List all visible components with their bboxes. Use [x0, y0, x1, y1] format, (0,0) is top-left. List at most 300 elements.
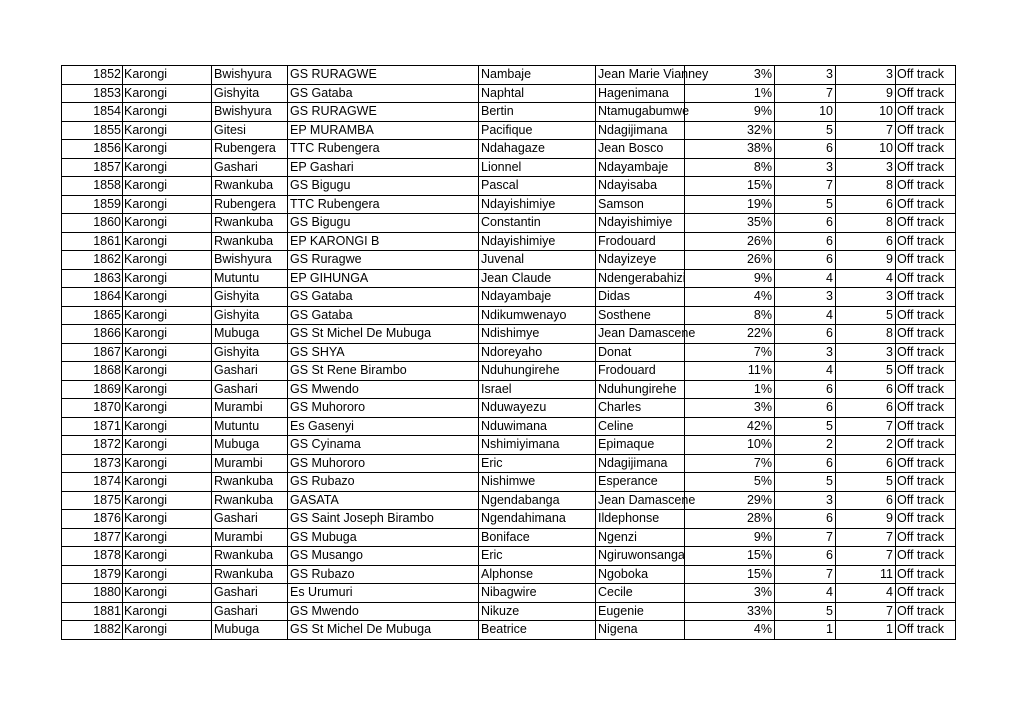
surname-cell: Ndishimye	[479, 325, 596, 344]
status-cell: Off track	[896, 380, 956, 399]
table-row	[62, 417, 956, 436]
sector-cell: Rwankuba	[212, 177, 288, 196]
sector-cell: Gashari	[212, 510, 288, 529]
percent-cell: 33%	[685, 602, 775, 621]
sector-cell: Gishyita	[212, 306, 288, 325]
district-cell: Karongi	[123, 288, 212, 307]
district-cell: Karongi	[123, 325, 212, 344]
sector-cell: Gishyita	[212, 84, 288, 103]
status-cell: Off track	[896, 66, 956, 85]
first-name-cell: Epimaque	[596, 436, 685, 455]
surname-cell: Nikuze	[479, 602, 596, 621]
table-row	[62, 436, 956, 455]
district-cell: Karongi	[123, 232, 212, 251]
value-b-cell: 8	[836, 177, 896, 196]
row-id-cell: 1878	[62, 547, 123, 566]
table-row	[62, 528, 956, 547]
first-name-cell: Ndagijimana	[596, 454, 685, 473]
table-body	[62, 66, 956, 640]
value-a-cell: 6	[775, 399, 836, 418]
surname-cell: Ngendahimana	[479, 510, 596, 529]
first-name-cell: Ndayishimiye	[596, 214, 685, 233]
value-b-cell: 4	[836, 584, 896, 603]
row-id-cell: 1869	[62, 380, 123, 399]
sector-cell: Rwankuba	[212, 473, 288, 492]
school-cell: EP Gashari	[288, 158, 479, 177]
value-b-cell: 7	[836, 528, 896, 547]
status-cell: Off track	[896, 214, 956, 233]
value-b-cell: 3	[836, 343, 896, 362]
row-id-cell: 1872	[62, 436, 123, 455]
value-a-cell: 5	[775, 473, 836, 492]
row-id-cell: 1855	[62, 121, 123, 140]
status-cell: Off track	[896, 491, 956, 510]
row-id-cell: 1864	[62, 288, 123, 307]
district-cell: Karongi	[123, 140, 212, 159]
status-cell: Off track	[896, 140, 956, 159]
status-cell: Off track	[896, 454, 956, 473]
surname-cell: Ndayishimiye	[479, 195, 596, 214]
district-cell: Karongi	[123, 121, 212, 140]
table-row	[62, 195, 956, 214]
first-name-cell: Jean Bosco	[596, 140, 685, 159]
table-row	[62, 473, 956, 492]
surname-cell: Beatrice	[479, 621, 596, 640]
percent-cell: 10%	[685, 436, 775, 455]
school-cell: Es Urumuri	[288, 584, 479, 603]
first-name-cell: Cecile	[596, 584, 685, 603]
value-a-cell: 3	[775, 66, 836, 85]
surname-cell: Ndayishimiye	[479, 232, 596, 251]
school-cell: GS Musango	[288, 547, 479, 566]
surname-cell: Ndayambaje	[479, 288, 596, 307]
sector-cell: Bwishyura	[212, 66, 288, 85]
district-cell: Karongi	[123, 436, 212, 455]
percent-cell: 28%	[685, 510, 775, 529]
value-b-cell: 10	[836, 140, 896, 159]
sector-cell: Rwankuba	[212, 565, 288, 584]
surname-cell: Ndikumwenayo	[479, 306, 596, 325]
sector-cell: Gashari	[212, 380, 288, 399]
table-row	[62, 214, 956, 233]
surname-cell: Juvenal	[479, 251, 596, 270]
percent-cell: 3%	[685, 584, 775, 603]
percent-cell: 3%	[685, 66, 775, 85]
value-b-cell: 3	[836, 288, 896, 307]
first-name-cell: Ntamugabumwe	[596, 103, 685, 122]
percent-cell: 5%	[685, 473, 775, 492]
percent-cell: 4%	[685, 621, 775, 640]
surname-cell: Nshimiyimana	[479, 436, 596, 455]
district-cell: Karongi	[123, 510, 212, 529]
surname-cell: Nibagwire	[479, 584, 596, 603]
school-cell: GS Rubazo	[288, 565, 479, 584]
status-cell: Off track	[896, 510, 956, 529]
school-cell: EP KARONGI B	[288, 232, 479, 251]
value-b-cell: 9	[836, 84, 896, 103]
row-id-cell: 1876	[62, 510, 123, 529]
school-cell: GS Mubuga	[288, 528, 479, 547]
value-a-cell: 5	[775, 602, 836, 621]
row-id-cell: 1880	[62, 584, 123, 603]
first-name-cell: Ndayisaba	[596, 177, 685, 196]
first-name-cell: Ndagijimana	[596, 121, 685, 140]
table-row	[62, 343, 956, 362]
surname-cell: Nishimwe	[479, 473, 596, 492]
value-b-cell: 7	[836, 417, 896, 436]
row-id-cell: 1860	[62, 214, 123, 233]
sector-cell: Gashari	[212, 584, 288, 603]
table-row	[62, 269, 956, 288]
district-cell: Karongi	[123, 84, 212, 103]
value-a-cell: 3	[775, 288, 836, 307]
value-a-cell: 6	[775, 251, 836, 270]
school-cell: GS Bigugu	[288, 177, 479, 196]
row-id-cell: 1856	[62, 140, 123, 159]
table-row	[62, 380, 956, 399]
percent-cell: 1%	[685, 84, 775, 103]
value-b-cell: 5	[836, 473, 896, 492]
status-cell: Off track	[896, 528, 956, 547]
percent-cell: 15%	[685, 565, 775, 584]
school-cell: GS Gataba	[288, 288, 479, 307]
value-a-cell: 6	[775, 380, 836, 399]
table-row	[62, 177, 956, 196]
school-cell: GS RURAGWE	[288, 103, 479, 122]
value-b-cell: 11	[836, 565, 896, 584]
percent-cell: 32%	[685, 121, 775, 140]
first-name-cell: Didas	[596, 288, 685, 307]
district-cell: Karongi	[123, 584, 212, 603]
first-name-cell: Hagenimana	[596, 84, 685, 103]
surname-cell: Eric	[479, 547, 596, 566]
first-name-cell: Frodouard	[596, 362, 685, 381]
district-cell: Karongi	[123, 343, 212, 362]
surname-cell: Boniface	[479, 528, 596, 547]
sector-cell: Rwankuba	[212, 214, 288, 233]
table-row	[62, 103, 956, 122]
status-cell: Off track	[896, 306, 956, 325]
sector-cell: Murambi	[212, 528, 288, 547]
percent-cell: 9%	[685, 528, 775, 547]
percent-cell: 15%	[685, 177, 775, 196]
first-name-cell: Eugenie	[596, 602, 685, 621]
surname-cell: Lionnel	[479, 158, 596, 177]
status-cell: Off track	[896, 343, 956, 362]
row-id-cell: 1882	[62, 621, 123, 640]
sector-cell: Rubengera	[212, 195, 288, 214]
district-cell: Karongi	[123, 269, 212, 288]
value-a-cell: 3	[775, 491, 836, 510]
percent-cell: 29%	[685, 491, 775, 510]
status-cell: Off track	[896, 288, 956, 307]
table-row	[62, 565, 956, 584]
row-id-cell: 1852	[62, 66, 123, 85]
value-a-cell: 6	[775, 510, 836, 529]
row-id-cell: 1881	[62, 602, 123, 621]
table-row	[62, 251, 956, 270]
status-cell: Off track	[896, 473, 956, 492]
table-row	[62, 232, 956, 251]
value-a-cell: 5	[775, 121, 836, 140]
district-cell: Karongi	[123, 177, 212, 196]
sector-cell: Gitesi	[212, 121, 288, 140]
value-b-cell: 5	[836, 362, 896, 381]
status-cell: Off track	[896, 251, 956, 270]
sector-cell: Gashari	[212, 158, 288, 177]
percent-cell: 9%	[685, 269, 775, 288]
district-cell: Karongi	[123, 454, 212, 473]
table-row	[62, 510, 956, 529]
percent-cell: 26%	[685, 232, 775, 251]
value-a-cell: 5	[775, 195, 836, 214]
table-row	[62, 454, 956, 473]
status-cell: Off track	[896, 232, 956, 251]
value-a-cell: 10	[775, 103, 836, 122]
surname-cell: Naphtal	[479, 84, 596, 103]
value-b-cell: 3	[836, 158, 896, 177]
first-name-cell: Charles	[596, 399, 685, 418]
first-name-cell: Nigena	[596, 621, 685, 640]
school-cell: Es Gasenyi	[288, 417, 479, 436]
row-id-cell: 1871	[62, 417, 123, 436]
row-id-cell: 1873	[62, 454, 123, 473]
status-cell: Off track	[896, 584, 956, 603]
value-a-cell: 6	[775, 454, 836, 473]
value-b-cell: 6	[836, 195, 896, 214]
first-name-cell: Jean Damascene	[596, 491, 685, 510]
value-b-cell: 2	[836, 436, 896, 455]
first-name-cell: Ngoboka	[596, 565, 685, 584]
district-cell: Karongi	[123, 195, 212, 214]
percent-cell: 15%	[685, 547, 775, 566]
table-row	[62, 621, 956, 640]
value-a-cell: 7	[775, 528, 836, 547]
percent-cell: 19%	[685, 195, 775, 214]
row-id-cell: 1875	[62, 491, 123, 510]
value-b-cell: 6	[836, 454, 896, 473]
surname-cell: Alphonse	[479, 565, 596, 584]
sector-cell: Mubuga	[212, 325, 288, 344]
sector-cell: Rwankuba	[212, 547, 288, 566]
value-a-cell: 7	[775, 565, 836, 584]
school-cell: GASATA	[288, 491, 479, 510]
row-id-cell: 1866	[62, 325, 123, 344]
value-a-cell: 4	[775, 584, 836, 603]
school-cell: GS SHYA	[288, 343, 479, 362]
table-row	[62, 325, 956, 344]
value-b-cell: 8	[836, 214, 896, 233]
percent-cell: 8%	[685, 306, 775, 325]
district-cell: Karongi	[123, 602, 212, 621]
district-cell: Karongi	[123, 399, 212, 418]
school-cell: GS Muhororo	[288, 399, 479, 418]
value-b-cell: 8	[836, 325, 896, 344]
district-cell: Karongi	[123, 491, 212, 510]
percent-cell: 26%	[685, 251, 775, 270]
sector-cell: Gishyita	[212, 343, 288, 362]
value-a-cell: 3	[775, 158, 836, 177]
district-cell: Karongi	[123, 103, 212, 122]
surname-cell: Eric	[479, 454, 596, 473]
value-a-cell: 4	[775, 269, 836, 288]
first-name-cell: Sosthene	[596, 306, 685, 325]
surname-cell: Israel	[479, 380, 596, 399]
value-b-cell: 7	[836, 547, 896, 566]
status-cell: Off track	[896, 399, 956, 418]
status-cell: Off track	[896, 195, 956, 214]
percent-cell: 35%	[685, 214, 775, 233]
value-b-cell: 6	[836, 380, 896, 399]
value-b-cell: 6	[836, 232, 896, 251]
percent-cell: 9%	[685, 103, 775, 122]
district-cell: Karongi	[123, 158, 212, 177]
sector-cell: Bwishyura	[212, 251, 288, 270]
value-b-cell: 9	[836, 251, 896, 270]
sector-cell: Rwankuba	[212, 491, 288, 510]
status-cell: Off track	[896, 621, 956, 640]
table-row	[62, 547, 956, 566]
value-a-cell: 7	[775, 177, 836, 196]
district-cell: Karongi	[123, 251, 212, 270]
surname-cell: Bertin	[479, 103, 596, 122]
table-row	[62, 84, 956, 103]
value-b-cell: 10	[836, 103, 896, 122]
percent-cell: 7%	[685, 454, 775, 473]
sector-cell: Rwankuba	[212, 232, 288, 251]
surname-cell: Nambaje	[479, 66, 596, 85]
district-cell: Karongi	[123, 417, 212, 436]
school-cell: TTC Rubengera	[288, 140, 479, 159]
status-cell: Off track	[896, 103, 956, 122]
district-cell: Karongi	[123, 306, 212, 325]
table-row	[62, 158, 956, 177]
first-name-cell: Frodouard	[596, 232, 685, 251]
value-a-cell: 1	[775, 621, 836, 640]
first-name-cell: Esperance	[596, 473, 685, 492]
row-id-cell: 1868	[62, 362, 123, 381]
first-name-cell: Ndayizeye	[596, 251, 685, 270]
first-name-cell: Donat	[596, 343, 685, 362]
sector-cell: Mubuga	[212, 621, 288, 640]
surname-cell: Nduhungirehe	[479, 362, 596, 381]
row-id-cell: 1862	[62, 251, 123, 270]
sector-cell: Mutuntu	[212, 269, 288, 288]
table-row	[62, 121, 956, 140]
value-a-cell: 6	[775, 325, 836, 344]
value-a-cell: 2	[775, 436, 836, 455]
surname-cell: Constantin	[479, 214, 596, 233]
percent-cell: 7%	[685, 343, 775, 362]
status-cell: Off track	[896, 436, 956, 455]
value-b-cell: 7	[836, 121, 896, 140]
surname-cell: Ngendabanga	[479, 491, 596, 510]
value-a-cell: 4	[775, 306, 836, 325]
row-id-cell: 1854	[62, 103, 123, 122]
first-name-cell: Jean Marie Vianney	[596, 66, 685, 85]
school-cell: GS Gataba	[288, 84, 479, 103]
value-a-cell: 7	[775, 84, 836, 103]
row-id-cell: 1877	[62, 528, 123, 547]
school-cell: TTC Rubengera	[288, 195, 479, 214]
school-cell: GS Muhororo	[288, 454, 479, 473]
status-cell: Off track	[896, 417, 956, 436]
table-row	[62, 288, 956, 307]
value-b-cell: 7	[836, 602, 896, 621]
first-name-cell: Ildephonse	[596, 510, 685, 529]
row-id-cell: 1858	[62, 177, 123, 196]
school-cell: GS Mwendo	[288, 602, 479, 621]
first-name-cell: Jean Damascene	[596, 325, 685, 344]
sector-cell: Bwishyura	[212, 103, 288, 122]
percent-cell: 1%	[685, 380, 775, 399]
row-id-cell: 1859	[62, 195, 123, 214]
table-row	[62, 602, 956, 621]
surname-cell: Nduwayezu	[479, 399, 596, 418]
value-a-cell: 4	[775, 362, 836, 381]
sector-cell: Mubuga	[212, 436, 288, 455]
table-row	[62, 140, 956, 159]
surname-cell: Ndoreyaho	[479, 343, 596, 362]
surname-cell: Pascal	[479, 177, 596, 196]
row-id-cell: 1853	[62, 84, 123, 103]
table-row	[62, 584, 956, 603]
first-name-cell: Samson	[596, 195, 685, 214]
district-cell: Karongi	[123, 66, 212, 85]
value-b-cell: 4	[836, 269, 896, 288]
row-id-cell: 1867	[62, 343, 123, 362]
school-cell: GS Ruragwe	[288, 251, 479, 270]
surname-cell: Jean Claude	[479, 269, 596, 288]
percent-cell: 3%	[685, 399, 775, 418]
value-a-cell: 6	[775, 140, 836, 159]
district-cell: Karongi	[123, 621, 212, 640]
sector-cell: Mutuntu	[212, 417, 288, 436]
first-name-cell: Celine	[596, 417, 685, 436]
value-b-cell: 6	[836, 399, 896, 418]
sector-cell: Murambi	[212, 399, 288, 418]
row-id-cell: 1863	[62, 269, 123, 288]
value-b-cell: 9	[836, 510, 896, 529]
percent-cell: 42%	[685, 417, 775, 436]
percent-cell: 4%	[685, 288, 775, 307]
first-name-cell: Nduhungirehe	[596, 380, 685, 399]
value-b-cell: 5	[836, 306, 896, 325]
value-a-cell: 6	[775, 232, 836, 251]
row-id-cell: 1874	[62, 473, 123, 492]
school-cell: GS St Rene Birambo	[288, 362, 479, 381]
district-cell: Karongi	[123, 380, 212, 399]
sector-cell: Gishyita	[212, 288, 288, 307]
table-row	[62, 399, 956, 418]
school-cell: GS St Michel De Mubuga	[288, 621, 479, 640]
first-name-cell: Ngenzi	[596, 528, 685, 547]
table-row	[62, 362, 956, 381]
row-id-cell: 1861	[62, 232, 123, 251]
row-id-cell: 1870	[62, 399, 123, 418]
district-cell: Karongi	[123, 214, 212, 233]
data-table	[61, 65, 956, 640]
surname-cell: Nduwimana	[479, 417, 596, 436]
status-cell: Off track	[896, 565, 956, 584]
school-cell: GS Rubazo	[288, 473, 479, 492]
percent-cell: 11%	[685, 362, 775, 381]
surname-cell: Ndahagaze	[479, 140, 596, 159]
status-cell: Off track	[896, 121, 956, 140]
school-cell: GS St Michel De Mubuga	[288, 325, 479, 344]
percent-cell: 8%	[685, 158, 775, 177]
status-cell: Off track	[896, 602, 956, 621]
